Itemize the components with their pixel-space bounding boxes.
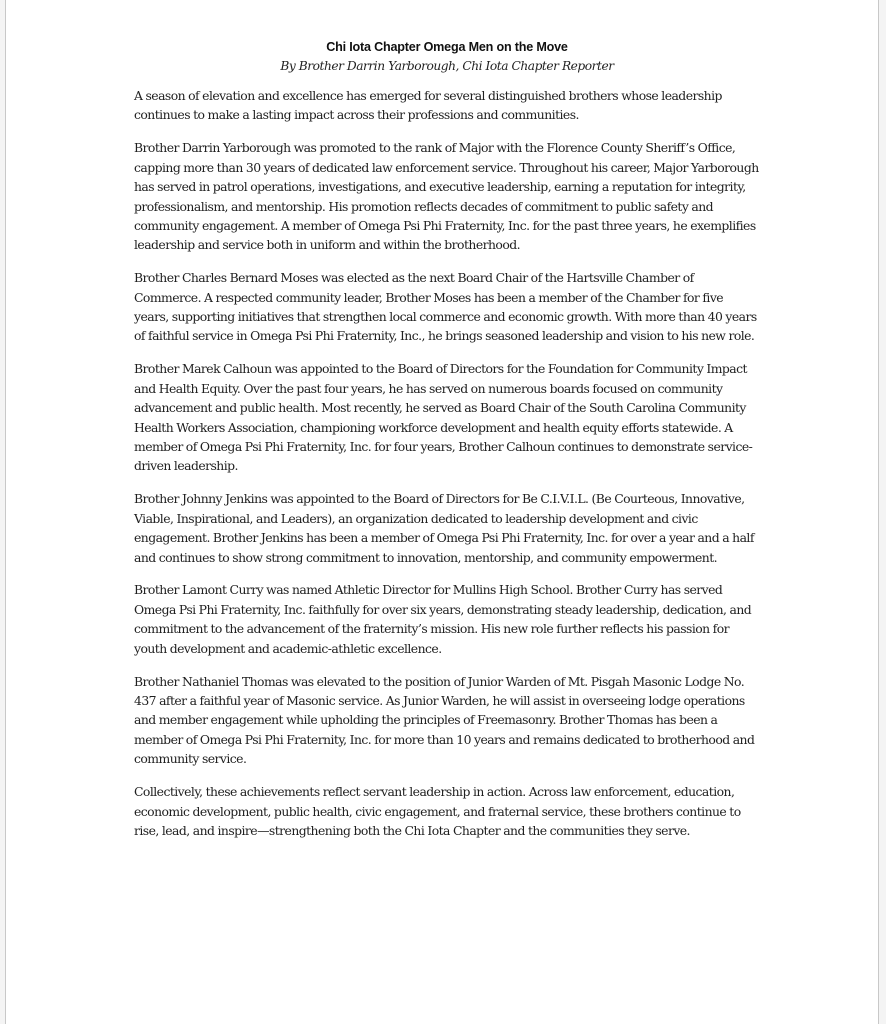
paragraph-jenkins: Brother Johnny Jenkins was appointed to the Board of Directors for Be C.I.V.I.L. (Be Courteous, Innovative, Viable, Inspirational, and Leaders), an organization dedicated to leadership development and civic engagement. Brother Jenkins has been a member of Omega Psi Phi Fraternity, Inc. for over a year and a half and continues to show strong commitment to innovation, mentorship, and community empowerment.	[134, 491, 754, 565]
paragraph-thomas: Brother Nathaniel Thomas was elevated to the position of Junior Warden of Mt. Pisgah Masonic Lodge No. 437 after a faithful year of Masonic service. As Junior Warden, he will assist in overseeing lodge operations and member engagement while upholding the principles of Freemasonry. Brother Thomas has been a member of Omega Psi Phi Fraternity, Inc. for more than 10 years and remains dedicated to brotherhood and community service.	[134, 673, 755, 767]
document-page	[5, 0, 879, 1024]
paragraph-moses: Brother Charles Bernard Moses was elected as the next Board Chair of the Hartsville Chamber of Commerce. A respected community leader, Brother Moses has been a member of the Chamber for five years, supporting initiatives that strengthen local commerce and economic growth. With more than 40 years of faithful service in Omega Psi Phi Fraternity, Inc., he brings seasoned leadership and vision to his new role.	[134, 270, 757, 344]
intro-paragraph: A season of elevation and excellence has emerged for several distinguished brothers whose leadership continues to make a lasting impact across their professions and communities.	[134, 88, 722, 123]
paragraph-calhoun: Brother Marek Calhoun was appointed to the Board of Directors for the Foundation for Community Impact and Health Equity. Over the past four years, he has served on numerous boards focused on community advancement and public health. Most recently, he served as Board Chair of the South Carolina Community Health Workers Association, championing workforce development and health equity efforts statewide. A member of Omega Psi Phi Fraternity, Inc. for four years, Brother Calhoun continues to demonstrate service-driven leadership.	[134, 361, 753, 474]
paragraph-curry: Brother Lamont Curry was named Athletic Director for Mullins High School. Brother Curry has served Omega Psi Phi Fraternity, Inc. faithfully for over six years, demonstrating steady leadership, dedication, and commitment to the advancement of the fraternity’s mission. His new role further reflects his passion for youth development and academic-athletic excellence.	[134, 582, 752, 656]
article	[134, 38, 760, 854]
paragraph-yarborough: Brother Darrin Yarborough was promoted to the rank of Major with the Florence County Sheriff’s Office, capping more than 30 years of dedicated law enforcement service. Throughout his career, Major Yarborough has served in patrol operations, investigations, and executive leadership, earning a reputation for integrity, professionalism, and mentorship. His promotion reflects decades of commitment to public safety and community engagement. A member of Omega Psi Phi Fraternity, Inc. for the past three years, he exemplifies leadership and service both in uniform and within the brotherhood.	[134, 140, 759, 253]
article-byline: By Brother Darrin Yarborough, Chi Iota Chapter Reporter	[280, 59, 614, 73]
closing-paragraph: Collectively, these achievements reflect servant leadership in action. Across law enforcement, education, economic development, public health, civic engagement, and fraternal service, these brothers continue to rise, lead, and inspire—strengthening both the Chi Iota Chapter and the communities they serve.	[134, 784, 741, 838]
article-title: Chi Iota Chapter Omega Men on the Move	[326, 40, 568, 54]
